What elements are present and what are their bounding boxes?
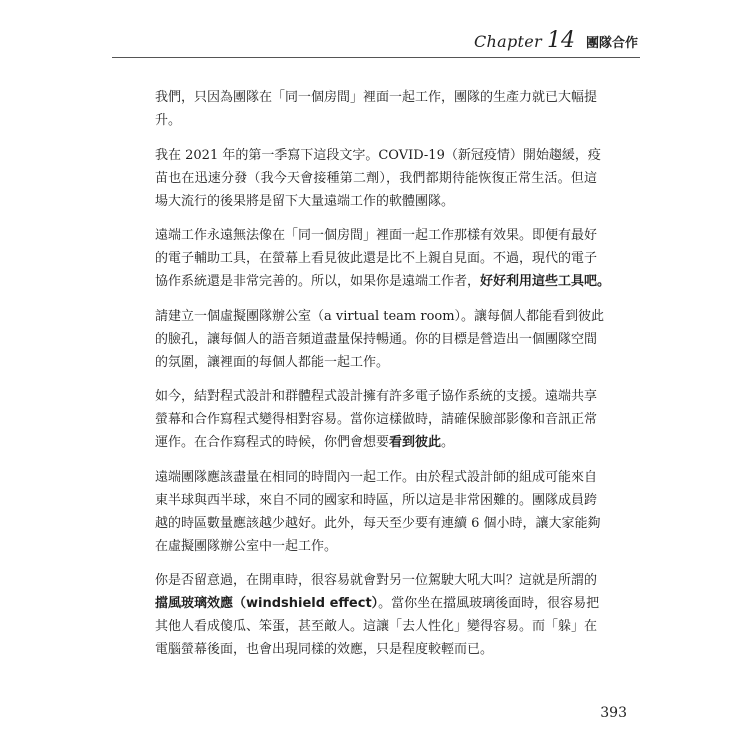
bold-emphasis: 擋風玻璃效應（windshield effect） (155, 596, 379, 611)
paragraph-1 (155, 86, 597, 132)
text-line: 越的時區數量應該越少越好。此外，每天至少要有連續 6 個小時，讓大家能夠 (155, 515, 601, 531)
text-line: 請建立一個虛擬團隊辦公室（a virtual team room）。讓每個人都能看到彼此 (155, 308, 605, 324)
bold-emphasis: 看到彼此 (389, 435, 442, 450)
text-line: 我們，只因為團隊在「同一個房間」裡面一起工作，團隊的生產力就已大幅提 (155, 90, 598, 105)
text-line: 遠端工作永遠無法像在「同一個房間」裡面一起工作那樣有效果。即便有最好 (155, 228, 598, 243)
text-line: 苗也在迅速分發（我今天會接種第二劑），我們都期待能恢復正常生活。但這 (155, 170, 597, 186)
chapter-number: 14 (546, 28, 575, 53)
text-line: 遠端團隊應該盡量在相同的時間內一起工作。由於程式設計師的組成可能來自 (155, 469, 598, 485)
paragraph-7 (155, 569, 600, 661)
text-line: 螢幕和合作寫程式變得相對容易。當你這樣做時，請確保臉部影像和音訊正常 (155, 412, 598, 427)
header-rule (112, 57, 640, 58)
paragraph-5 (155, 385, 597, 454)
text-line: 我在 2021 年的第一季寫下這段文字。COVID-19（新冠疫情）開始趨緩，疫 (155, 147, 601, 163)
text-line (155, 592, 600, 615)
text-line (155, 431, 597, 454)
text-line: 在虛擬團隊辦公室中一起工作。 (155, 538, 338, 554)
paragraph-2 (155, 144, 601, 213)
running-header (474, 28, 638, 53)
chapter-title: 團隊合作 (585, 36, 638, 51)
text-line: 場大流行的後果將是留下大量遠端工作的軟體團隊。 (155, 193, 455, 209)
text-line: 的電子輔助工具，在螢幕上看見彼此還是比不上親自見面。不過，現代的電子 (155, 251, 598, 266)
text-line: 電腦螢幕後面，也會出現同樣的效應，只是程度較輕而已。 (155, 642, 494, 657)
text-line: 升。 (155, 113, 182, 128)
text-line: 其他人看成傻瓜、笨蛋，甚至敵人。這讓「去人性化」變得容易。而「躲」在 (155, 619, 598, 634)
text-line: 如今，結對程式設計和群體程式設計擁有許多電子協作系統的支援。遠端共享 (155, 389, 598, 404)
paragraph-3 (155, 224, 611, 293)
paragraph-6 (155, 466, 601, 558)
page-number: 393 (600, 705, 627, 721)
text-line: 東半球與西半球，來自不同的國家和時區，所以這是非常困難的。團隊成員跨 (155, 492, 598, 508)
text-segment: 協作系統還是非常完善的。所以，如果你是遠端工作者， (155, 274, 481, 289)
paragraph-4 (155, 305, 605, 374)
text-line: 的臉孔，讓每個人的語音頻道盡量保持暢通。你的目標是營造出一個團隊空間 (155, 331, 598, 347)
text-segment: 。 (441, 435, 455, 450)
text-segment: 。當你坐在擋風玻璃後面時，很容易把 (378, 596, 600, 611)
text-line: 的氛圍，讓裡面的每個人都能一起工作。 (155, 354, 390, 370)
text-segment: 運作。在合作寫程式的時候，你們會想要 (155, 435, 390, 450)
text-line (155, 270, 611, 293)
chapter-word: Chapter (474, 32, 542, 51)
text-line: 你是否留意過，在開車時，很容易就會對另一位駕駛大吼大叫？這就是所謂的 (155, 573, 598, 588)
bold-emphasis: 好好利用這些工具吧。 (480, 274, 611, 289)
body-text (155, 86, 611, 673)
